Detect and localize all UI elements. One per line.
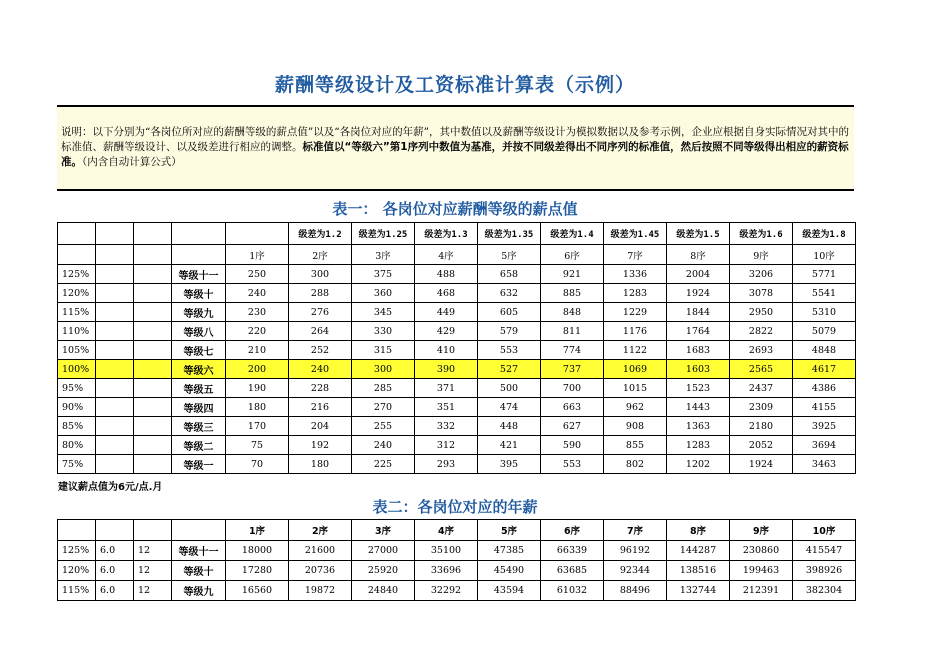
pct-cell: 125% xyxy=(58,541,96,561)
value-cell: 5079 xyxy=(793,322,856,341)
grade-cell: 等级十一 xyxy=(172,265,226,284)
seq-header-cell: 5序 xyxy=(478,245,541,265)
empty-header-cell xyxy=(172,223,226,245)
seq-header-cell: 9序 xyxy=(730,520,793,541)
empty-header-cell xyxy=(172,245,226,265)
value-cell: 230860 xyxy=(730,541,793,561)
value-cell: 1443 xyxy=(667,398,730,417)
value-cell: 1603 xyxy=(667,360,730,379)
grade-cell: 等级五 xyxy=(172,379,226,398)
value-cell: 315 xyxy=(352,341,415,360)
value-cell: 332 xyxy=(415,417,478,436)
value-cell: 285 xyxy=(352,379,415,398)
seq-header-cell: 3序 xyxy=(352,245,415,265)
value-cell: 220 xyxy=(226,322,289,341)
value-cell: 33696 xyxy=(415,561,478,581)
empty-header-cell xyxy=(96,245,134,265)
value-cell: 371 xyxy=(415,379,478,398)
pct-cell: 120% xyxy=(58,284,96,303)
diff-header-cell: 级差为1.25 xyxy=(352,223,415,245)
empty-cell xyxy=(134,436,172,455)
empty-header-cell xyxy=(58,223,96,245)
value-cell: 351 xyxy=(415,398,478,417)
seq-header-cell: 1序 xyxy=(226,245,289,265)
value-cell: 200 xyxy=(226,360,289,379)
grade-cell: 等级三 xyxy=(172,417,226,436)
seq-header-cell: 3序 xyxy=(352,520,415,541)
value-cell: 1069 xyxy=(604,360,667,379)
value-cell: 288 xyxy=(289,284,352,303)
value-cell: 2950 xyxy=(730,303,793,322)
value-cell: 19872 xyxy=(289,581,352,601)
empty-cell xyxy=(134,398,172,417)
empty-cell xyxy=(96,341,134,360)
value-cell: 5541 xyxy=(793,284,856,303)
pct-cell: 125% xyxy=(58,265,96,284)
value-cell: 61032 xyxy=(541,581,604,601)
value-cell: 4155 xyxy=(793,398,856,417)
value-cell: 474 xyxy=(478,398,541,417)
empty-header-cell xyxy=(58,245,96,265)
empty-header-cell xyxy=(172,520,226,541)
value-cell: 4617 xyxy=(793,360,856,379)
empty-header-cell xyxy=(134,520,172,541)
value-cell: 448 xyxy=(478,417,541,436)
value-cell: 1924 xyxy=(730,455,793,474)
value-cell: 75 xyxy=(226,436,289,455)
value-cell: 1015 xyxy=(604,379,667,398)
pct-cell: 115% xyxy=(58,581,96,601)
value-cell: 88496 xyxy=(604,581,667,601)
value-cell: 553 xyxy=(478,341,541,360)
value-cell: 92344 xyxy=(604,561,667,581)
seq-header-cell: 2序 xyxy=(289,245,352,265)
value-cell: 1336 xyxy=(604,265,667,284)
pct-cell: 75% xyxy=(58,455,96,474)
value-cell: 921 xyxy=(541,265,604,284)
empty-cell xyxy=(96,360,134,379)
seq-header-cell: 7序 xyxy=(604,520,667,541)
value-cell: 468 xyxy=(415,284,478,303)
pct-cell: 95% xyxy=(58,379,96,398)
value-cell: 579 xyxy=(478,322,541,341)
empty-header-cell xyxy=(96,520,134,541)
empty-cell xyxy=(134,379,172,398)
value-cell: 230 xyxy=(226,303,289,322)
value-cell: 240 xyxy=(352,436,415,455)
value-cell: 1229 xyxy=(604,303,667,322)
seq-header-cell: 4序 xyxy=(415,520,478,541)
value-cell: 17280 xyxy=(226,561,289,581)
value-cell: 1176 xyxy=(604,322,667,341)
value-cell: 270 xyxy=(352,398,415,417)
table-row xyxy=(58,417,856,436)
seq-header-cell: 8序 xyxy=(667,520,730,541)
seq-header-cell: 6序 xyxy=(541,245,604,265)
value-cell: 2437 xyxy=(730,379,793,398)
pct-cell: 110% xyxy=(58,322,96,341)
value-cell: 500 xyxy=(478,379,541,398)
value-cell: 144287 xyxy=(667,541,730,561)
diff-header-cell: 级差为1.2 xyxy=(289,223,352,245)
seq-header-cell: 2序 xyxy=(289,520,352,541)
grade-cell: 等级六 xyxy=(172,360,226,379)
pct-cell: 105% xyxy=(58,341,96,360)
note-bold-text: 标准值以“等级六”第1序列中数值为基准，并按不同级差得出不同序列的标准值，然后按照不同等级得出相应的薪资标准。 xyxy=(61,141,849,168)
table-row xyxy=(58,379,856,398)
value-cell: 240 xyxy=(289,360,352,379)
value-cell: 429 xyxy=(415,322,478,341)
table-row xyxy=(58,455,856,474)
value-cell: 16560 xyxy=(226,581,289,601)
value-cell: 1122 xyxy=(604,341,667,360)
value-cell: 199463 xyxy=(730,561,793,581)
empty-cell xyxy=(96,303,134,322)
value-cell: 590 xyxy=(541,436,604,455)
value-cell: 216 xyxy=(289,398,352,417)
value-cell: 3206 xyxy=(730,265,793,284)
value-cell: 375 xyxy=(352,265,415,284)
value-cell: 658 xyxy=(478,265,541,284)
empty-cell xyxy=(96,284,134,303)
seq-header-cell: 5序 xyxy=(478,520,541,541)
months-cell: 12 xyxy=(134,561,172,581)
grade-cell: 等级七 xyxy=(172,341,226,360)
value-cell: 2565 xyxy=(730,360,793,379)
value-cell: 360 xyxy=(352,284,415,303)
value-cell: 2004 xyxy=(667,265,730,284)
value-cell: 20736 xyxy=(289,561,352,581)
grade-cell: 等级九 xyxy=(172,303,226,322)
value-cell: 2052 xyxy=(730,436,793,455)
value-cell: 228 xyxy=(289,379,352,398)
grade-cell: 等级八 xyxy=(172,322,226,341)
value-cell: 1924 xyxy=(667,284,730,303)
value-cell: 255 xyxy=(352,417,415,436)
value-cell: 3694 xyxy=(793,436,856,455)
seq-header-cell: 7序 xyxy=(604,245,667,265)
value-cell: 43594 xyxy=(478,581,541,601)
value-cell: 1283 xyxy=(667,436,730,455)
value-cell: 250 xyxy=(226,265,289,284)
months-cell: 12 xyxy=(134,581,172,601)
pct-cell: 90% xyxy=(58,398,96,417)
value-cell: 47385 xyxy=(478,541,541,561)
value-cell: 210 xyxy=(226,341,289,360)
value-cell: 2822 xyxy=(730,322,793,341)
diff-header-cell: 级差为1.8 xyxy=(793,223,856,245)
empty-cell xyxy=(134,417,172,436)
value-cell: 855 xyxy=(604,436,667,455)
value-cell: 3078 xyxy=(730,284,793,303)
value-cell: 5771 xyxy=(793,265,856,284)
empty-cell xyxy=(96,265,134,284)
value-cell: 410 xyxy=(415,341,478,360)
value-cell: 1683 xyxy=(667,341,730,360)
annual-salary-table xyxy=(57,519,856,601)
value-cell: 2180 xyxy=(730,417,793,436)
value-cell: 300 xyxy=(352,360,415,379)
value-cell: 774 xyxy=(541,341,604,360)
value-cell: 962 xyxy=(604,398,667,417)
empty-cell xyxy=(96,379,134,398)
rate-cell: 6.0 xyxy=(96,561,134,581)
diff-header-cell: 级差为1.5 xyxy=(667,223,730,245)
seq-header-cell: 1序 xyxy=(226,520,289,541)
value-cell: 4386 xyxy=(793,379,856,398)
seq-header-cell: 10序 xyxy=(793,520,856,541)
seq-header-cell: 8序 xyxy=(667,245,730,265)
value-cell: 132744 xyxy=(667,581,730,601)
value-cell: 700 xyxy=(541,379,604,398)
rate-cell: 6.0 xyxy=(96,541,134,561)
value-cell: 627 xyxy=(541,417,604,436)
empty-cell xyxy=(134,455,172,474)
rate-cell: 6.0 xyxy=(96,581,134,601)
empty-header-cell xyxy=(134,245,172,265)
value-cell: 138516 xyxy=(667,561,730,581)
seq-header-cell: 10序 xyxy=(793,245,856,265)
empty-cell xyxy=(134,284,172,303)
value-cell: 45490 xyxy=(478,561,541,581)
value-cell: 21600 xyxy=(289,541,352,561)
value-cell: 1523 xyxy=(667,379,730,398)
value-cell: 293 xyxy=(415,455,478,474)
value-cell: 553 xyxy=(541,455,604,474)
value-cell: 415547 xyxy=(793,541,856,561)
value-cell: 190 xyxy=(226,379,289,398)
table1-title: 表一： 各岗位对应薪酬等级的薪点值 xyxy=(332,200,578,218)
value-cell: 488 xyxy=(415,265,478,284)
value-cell: 802 xyxy=(604,455,667,474)
grade-points-table xyxy=(57,222,856,474)
value-cell: 180 xyxy=(226,398,289,417)
table-row xyxy=(58,541,856,561)
seq-header-cell: 9序 xyxy=(730,245,793,265)
value-cell: 225 xyxy=(352,455,415,474)
value-cell: 63685 xyxy=(541,561,604,581)
diff-header-cell: 级差为1.6 xyxy=(730,223,793,245)
table-row xyxy=(58,341,856,360)
value-cell: 737 xyxy=(541,360,604,379)
empty-cell xyxy=(96,436,134,455)
empty-header-cell xyxy=(226,223,289,245)
empty-header-cell xyxy=(96,223,134,245)
value-cell: 5310 xyxy=(793,303,856,322)
pct-cell: 100% xyxy=(58,360,96,379)
value-cell: 3463 xyxy=(793,455,856,474)
value-cell: 1363 xyxy=(667,417,730,436)
pct-cell: 80% xyxy=(58,436,96,455)
value-cell: 70 xyxy=(226,455,289,474)
empty-header-cell xyxy=(58,520,96,541)
pct-cell: 85% xyxy=(58,417,96,436)
grade-cell: 等级九 xyxy=(172,581,226,601)
table1-diff-header-row xyxy=(58,223,856,245)
grade-cell: 等级十 xyxy=(172,561,226,581)
diff-header-cell: 级差为1.45 xyxy=(604,223,667,245)
pct-cell: 120% xyxy=(58,561,96,581)
empty-cell xyxy=(134,322,172,341)
empty-cell xyxy=(134,303,172,322)
value-cell: 527 xyxy=(478,360,541,379)
value-cell: 632 xyxy=(478,284,541,303)
value-cell: 390 xyxy=(415,360,478,379)
table1-seq-header-row xyxy=(58,245,856,265)
value-cell: 18000 xyxy=(226,541,289,561)
value-cell: 395 xyxy=(478,455,541,474)
table-row xyxy=(58,398,856,417)
empty-cell xyxy=(96,398,134,417)
value-cell: 382304 xyxy=(793,581,856,601)
value-cell: 300 xyxy=(289,265,352,284)
table-row xyxy=(58,561,856,581)
value-cell: 32292 xyxy=(415,581,478,601)
empty-cell xyxy=(96,455,134,474)
value-cell: 24840 xyxy=(352,581,415,601)
table-row xyxy=(58,322,856,341)
table-row xyxy=(58,284,856,303)
value-cell: 908 xyxy=(604,417,667,436)
value-cell: 25920 xyxy=(352,561,415,581)
empty-cell xyxy=(134,341,172,360)
diff-header-cell: 级差为1.3 xyxy=(415,223,478,245)
value-cell: 811 xyxy=(541,322,604,341)
seq-header-cell: 6序 xyxy=(541,520,604,541)
value-cell: 605 xyxy=(478,303,541,322)
empty-cell xyxy=(96,322,134,341)
value-cell: 180 xyxy=(289,455,352,474)
grade-cell: 等级十 xyxy=(172,284,226,303)
value-cell: 192 xyxy=(289,436,352,455)
empty-cell xyxy=(134,360,172,379)
pct-cell: 115% xyxy=(58,303,96,322)
value-cell: 3925 xyxy=(793,417,856,436)
value-cell: 212391 xyxy=(730,581,793,601)
note-tail-text: （内含自动计算公式） xyxy=(82,156,182,168)
table-row xyxy=(58,581,856,601)
table-row xyxy=(58,436,856,455)
value-cell: 240 xyxy=(226,284,289,303)
empty-cell xyxy=(96,417,134,436)
value-cell: 421 xyxy=(478,436,541,455)
grade-cell: 等级四 xyxy=(172,398,226,417)
value-cell: 204 xyxy=(289,417,352,436)
seq-header-cell: 4序 xyxy=(415,245,478,265)
table2-seq-header-row xyxy=(58,520,856,541)
value-cell: 1283 xyxy=(604,284,667,303)
months-cell: 12 xyxy=(134,541,172,561)
note-text: 说明：以下分别为“各岗位所对应的薪酬等级的薪点值”以及“各岗位对应的年薪”，其中数值以及薪酬等级设计为模拟数据以及参考示例，企业应根据自身实际情况对其中的标准值、薪酬等级设计、以及级差进行相应的调整。 xyxy=(61,126,849,153)
grade-cell: 等级二 xyxy=(172,436,226,455)
value-cell: 885 xyxy=(541,284,604,303)
value-cell: 1844 xyxy=(667,303,730,322)
value-cell: 170 xyxy=(226,417,289,436)
page-title: 薪酬等级设计及工资标准计算表（示例） xyxy=(274,74,635,96)
value-cell: 27000 xyxy=(352,541,415,561)
value-cell: 449 xyxy=(415,303,478,322)
instructions-note xyxy=(57,105,854,191)
table2-title: 表二：各岗位对应的年薪 xyxy=(372,498,538,516)
value-cell: 2309 xyxy=(730,398,793,417)
table1-footnote: 建议薪点值为6元/点.月 xyxy=(58,482,163,493)
value-cell: 35100 xyxy=(415,541,478,561)
value-cell: 264 xyxy=(289,322,352,341)
value-cell: 252 xyxy=(289,341,352,360)
grade-cell: 等级十一 xyxy=(172,541,226,561)
value-cell: 276 xyxy=(289,303,352,322)
value-cell: 96192 xyxy=(604,541,667,561)
empty-cell xyxy=(134,265,172,284)
table-row xyxy=(58,303,856,322)
value-cell: 1764 xyxy=(667,322,730,341)
table-row xyxy=(58,265,856,284)
grade-cell: 等级一 xyxy=(172,455,226,474)
value-cell: 4848 xyxy=(793,341,856,360)
value-cell: 66339 xyxy=(541,541,604,561)
value-cell: 345 xyxy=(352,303,415,322)
diff-header-cell: 级差为1.35 xyxy=(478,223,541,245)
value-cell: 663 xyxy=(541,398,604,417)
value-cell: 1202 xyxy=(667,455,730,474)
value-cell: 330 xyxy=(352,322,415,341)
value-cell: 848 xyxy=(541,303,604,322)
empty-header-cell xyxy=(134,223,172,245)
diff-header-cell: 级差为1.4 xyxy=(541,223,604,245)
value-cell: 312 xyxy=(415,436,478,455)
value-cell: 398926 xyxy=(793,561,856,581)
value-cell: 2693 xyxy=(730,341,793,360)
table-row xyxy=(58,360,856,379)
